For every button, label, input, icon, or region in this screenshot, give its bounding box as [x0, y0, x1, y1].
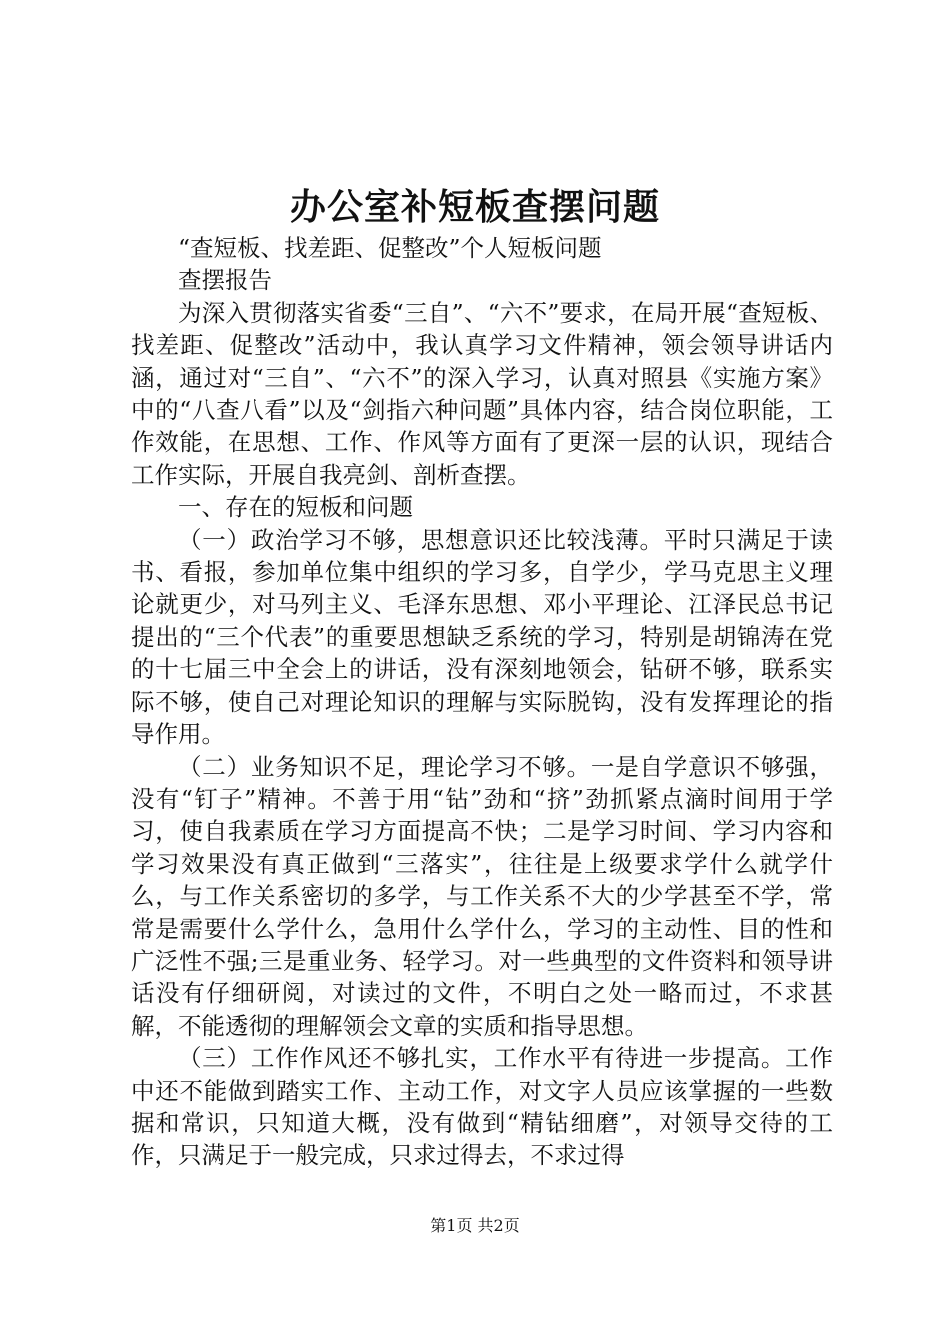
paragraph-item-1: （一）政治学习不够，思想意识还比较浅薄。平时只满足于读书、看报，参加单位集中组织的学习多，自学少，学马克思主义理论就更少，对马列主义、毛泽东思想、邓小平理论、江泽民总书记提出的“三个代表”的重要思想缺乏系统的学习，特别是胡锦涛在党的十七届三中全会上的讲话，没有深刻地领会，钻研不够，联系实际不够，使自己对理论知识的理解与实际脱钩，没有发挥理论的指导作用。 [131, 525, 833, 749]
paragraph-intro: 为深入贯彻落实省委“三自”、“六不”要求，在局开展“查短板、找差距、促整改”活动中，我认真学习文件精神，领会领导讲话内涵，通过对“三自”、“六不”的深入学习，认真对照县《实施方案》中的“八查八看”以及“剑指六种问题”具体内容，结合岗位职能，工作效能，在思想、工作、作风等方面有了更深一层的认识，现结合工作实际，开展自我亮剑、剖析查摆。 [131, 298, 833, 489]
paragraph-subtitle-line-1: “查短板、找差距、促整改”个人短板问题 [178, 234, 602, 262]
paragraph-item-2: （二）业务知识不足，理论学习不够。一是自学意识不够强，没有“钉子”精神。不善于用“钻”劲和“挤”劲抓紧点滴时间用于学习，使自我素质在学习方面提高不快；二是学习时间、学习内容和学习效果没有真正做到“三落实”，往往是上级要求学什么就学什么，与工作关系密切的多学，与工作关系不大的少学甚至不学，常常是需要什么学什么，急用什么学什么，学习的主动性、目的性和广泛性不强;三是重业务、轻学习。对一些典型的文件资料和领导讲话没有仔细研阅，对读过的文件，不明白之处一略而过，不求甚解，不能透彻的理解领会文章的实质和指导思想。 [131, 752, 833, 1040]
section-heading-1: 一、存在的短板和问题 [178, 493, 413, 522]
paragraph-item-3: （三）工作作风还不够扎实，工作水平有待进一步提高。工作中还不能做到踏实工作、主动工作，对文字人员应该掌握的一些数据和常识，只知道大概，没有做到“精钻细磨”，对领导交待的工作，只满足于一般完成，只求过得去，不求过得 [131, 1044, 833, 1170]
document-title: 办公室补短板查摆问题 [289, 186, 660, 228]
page-footer: 第1页 共2页 [430, 1216, 520, 1235]
paragraph-subtitle-line-2: 查摆报告 [178, 266, 272, 295]
document-body [131, 232, 833, 1172]
